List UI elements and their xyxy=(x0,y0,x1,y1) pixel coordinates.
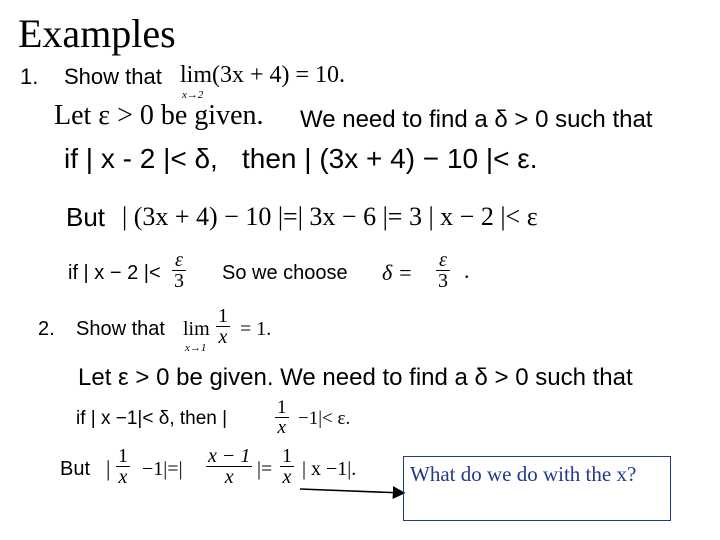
ex1-let-statement: Let ε > 0 be given. xyxy=(54,100,264,131)
ex2-let-statement: Let ε > 0 be given. We need to find a δ > 0 such that xyxy=(78,364,633,391)
ex1-limit-expression: lim(3x + 4) = 10. xyxy=(180,62,346,88)
slide-title: Examples xyxy=(18,11,176,56)
ex1-need-statement: We need to find a δ > 0 such that xyxy=(300,106,653,133)
ex2-b-frac2-num: x − 1 xyxy=(208,445,251,467)
ex1-frac2-den: 3 xyxy=(438,270,448,292)
ex2-if-fraction xyxy=(275,398,289,437)
ex2-but-frac1 xyxy=(116,446,130,487)
ex2-but-frac2 xyxy=(206,446,252,487)
annotation-arrow xyxy=(290,480,410,500)
ex2-but-tail: | x −1|. xyxy=(302,458,357,480)
ex2-frac-den: x xyxy=(218,326,228,348)
ex2-b-frac3-num: 1 xyxy=(282,445,292,467)
ex2-equals-one: = 1. xyxy=(240,318,272,340)
ex2-but-mid1: −1|=| xyxy=(142,458,183,480)
ex2-if-frac-den: x xyxy=(277,417,286,438)
ex1-frac2-num: ε xyxy=(436,250,450,271)
ex2-if-tail: −1|< ε. xyxy=(298,408,351,429)
ex1-epsilon-over-3 xyxy=(172,250,186,291)
ex2-number: 2. xyxy=(38,318,55,340)
ex2-b-frac2-den: x xyxy=(224,466,234,488)
ex1-show-prefix: Show that xyxy=(64,64,162,89)
ex1-number: 1. xyxy=(20,64,39,89)
ex1-delta-equals: δ = xyxy=(382,260,413,285)
ex2-but-mid2: |= xyxy=(257,458,273,480)
ex1-then-condition: then | (3x + 4) − 10 |< ε. xyxy=(242,143,538,174)
ex1-choose-text: So we choose xyxy=(222,262,348,284)
ex2-b-frac1-den: x xyxy=(118,466,128,488)
ex1-frac-den: 3 xyxy=(174,270,184,292)
ex2-show-prefix: Show that xyxy=(76,318,165,340)
ex1-if-condition: if | x - 2 |< δ, xyxy=(64,143,218,174)
ex2-b-frac1-num: 1 xyxy=(118,445,128,467)
annotation-note-box xyxy=(403,456,671,521)
ex2-b-frac3-den: x xyxy=(282,466,292,488)
ex1-but-expression: | (3x + 4) − 10 |=| 3x − 6 |= 3 | x − 2 |< ε xyxy=(122,202,538,231)
ex2-if-condition: if | x −1|< δ, then | xyxy=(76,408,228,429)
ex1-limit-subscript: x→2 xyxy=(182,89,204,101)
ex1-delta-value-fraction xyxy=(436,250,450,291)
ex2-but-word: But xyxy=(60,458,91,480)
ex2-but-bar: | xyxy=(106,456,111,481)
ex2-limit-word: lim xyxy=(183,318,210,340)
ex2-one-over-x xyxy=(216,306,230,347)
ex2-limit-subscript: x→1 xyxy=(185,342,207,354)
ex1-frac-num: ε xyxy=(172,250,186,271)
ex2-frac-num: 1 xyxy=(218,305,228,327)
ex1-if2-condition: if | x − 2 |< xyxy=(68,262,161,284)
ex2-if-frac-num: 1 xyxy=(277,397,287,418)
annotation-note-text: What do we do with the x? xyxy=(410,462,637,486)
ex1-period: . xyxy=(464,258,470,283)
ex1-but-word: But xyxy=(66,202,106,232)
